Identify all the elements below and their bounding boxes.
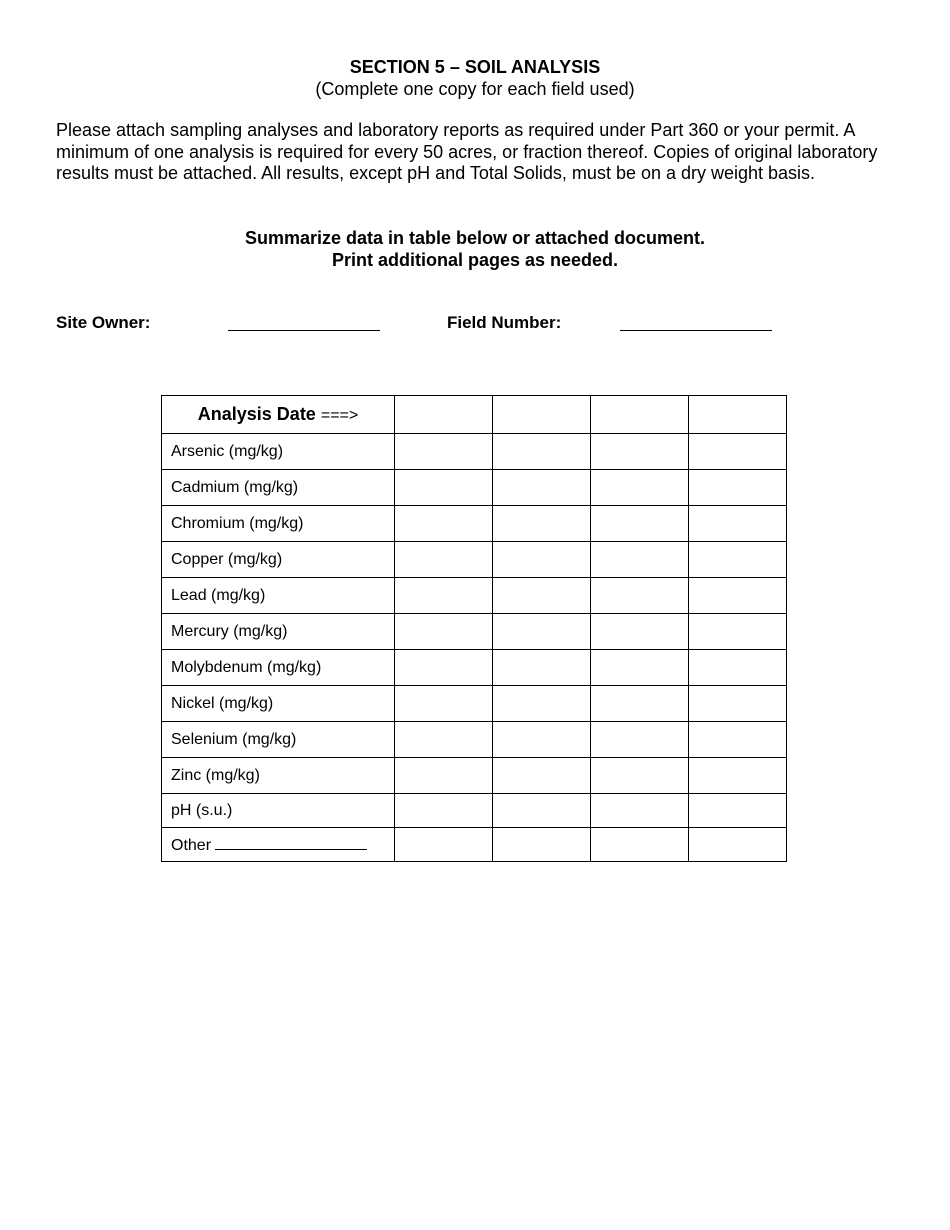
result-cell[interactable]: [395, 578, 493, 614]
result-cell[interactable]: [493, 650, 591, 686]
result-cell[interactable]: [689, 434, 787, 470]
table-row: [162, 614, 787, 650]
table-row: [162, 794, 787, 828]
table-row: [162, 650, 787, 686]
summary-line-2: Print additional pages as needed.: [331, 250, 619, 270]
parameter-label: Arsenic (mg/kg): [162, 434, 395, 470]
result-cell[interactable]: [591, 434, 689, 470]
result-cell[interactable]: [689, 828, 787, 862]
table-row: [162, 506, 787, 542]
result-cell[interactable]: [395, 794, 493, 828]
result-cell[interactable]: [591, 578, 689, 614]
result-cell[interactable]: [493, 542, 591, 578]
table-row: [162, 686, 787, 722]
result-cell[interactable]: [493, 686, 591, 722]
result-cell[interactable]: [493, 722, 591, 758]
table-row: [162, 758, 787, 794]
result-cell[interactable]: [395, 686, 493, 722]
section-subtitle: (Complete one copy for each field used): [315, 79, 635, 99]
result-cell[interactable]: [689, 614, 787, 650]
parameter-label: Molybdenum (mg/kg): [162, 650, 395, 686]
result-cell[interactable]: [395, 650, 493, 686]
parameter-label: Zinc (mg/kg): [162, 758, 395, 794]
analysis-date-header: [162, 396, 395, 434]
table-row: [162, 578, 787, 614]
result-cell[interactable]: [395, 758, 493, 794]
result-cell[interactable]: [689, 542, 787, 578]
soil-analysis-table: [161, 395, 787, 862]
parameter-label: Cadmium (mg/kg): [162, 470, 395, 506]
analysis-date-cell[interactable]: [493, 396, 591, 434]
analysis-date-cell[interactable]: [689, 396, 787, 434]
field-number-field[interactable]: [620, 330, 772, 331]
result-cell[interactable]: [591, 794, 689, 828]
result-cell[interactable]: [591, 722, 689, 758]
parameter-label: Copper (mg/kg): [162, 542, 395, 578]
result-cell[interactable]: [689, 686, 787, 722]
table-row: [162, 828, 787, 862]
result-cell[interactable]: [493, 794, 591, 828]
field-number-label: Field Number:: [447, 313, 562, 332]
result-cell[interactable]: [395, 722, 493, 758]
result-cell[interactable]: [395, 434, 493, 470]
result-cell[interactable]: [591, 470, 689, 506]
result-cell[interactable]: [689, 650, 787, 686]
instructions-paragraph: Please attach sampling analyses and laboratory reports as required under Part 360 or your permit. A minimum of one analysis is required for every 50 acres, or fraction thereof. Copies of original laboratory results must be attached. All results, except pH and Total Solids, must be on a dry weight basis.: [56, 120, 878, 183]
result-cell[interactable]: [591, 686, 689, 722]
result-cell[interactable]: [493, 470, 591, 506]
parameter-label: Selenium (mg/kg): [162, 722, 395, 758]
analysis-date-label: Analysis Date: [197, 404, 316, 424]
result-cell[interactable]: [591, 542, 689, 578]
parameter-label: Other: [171, 836, 212, 854]
result-cell[interactable]: [591, 828, 689, 862]
site-owner-label: Site Owner:: [56, 313, 151, 332]
result-cell[interactable]: [689, 578, 787, 614]
result-cell[interactable]: [493, 578, 591, 614]
result-cell[interactable]: [689, 506, 787, 542]
result-cell[interactable]: [689, 722, 787, 758]
analysis-date-arrow: ===>: [320, 407, 359, 424]
summary-instructions: [0, 227, 950, 271]
result-cell[interactable]: [591, 614, 689, 650]
result-cell[interactable]: [493, 758, 591, 794]
result-cell[interactable]: [689, 794, 787, 828]
parameter-label: Chromium (mg/kg): [162, 506, 395, 542]
result-cell[interactable]: [493, 434, 591, 470]
parameter-label: pH (s.u.): [162, 794, 395, 828]
result-cell[interactable]: [591, 758, 689, 794]
result-cell[interactable]: [395, 614, 493, 650]
summary-line-1: Summarize data in table below or attached document.: [244, 228, 706, 248]
other-parameter-cell: [162, 828, 395, 862]
parameter-label: Lead (mg/kg): [162, 578, 395, 614]
analysis-date-cell[interactable]: [591, 396, 689, 434]
table-row: [162, 542, 787, 578]
result-cell[interactable]: [689, 758, 787, 794]
result-cell[interactable]: [493, 614, 591, 650]
table-row: [162, 722, 787, 758]
other-parameter-field[interactable]: [215, 835, 367, 850]
table-row: [162, 470, 787, 506]
result-cell[interactable]: [395, 470, 493, 506]
site-owner-field[interactable]: [228, 330, 380, 331]
parameter-label: Nickel (mg/kg): [162, 686, 395, 722]
result-cell[interactable]: [395, 542, 493, 578]
result-cell[interactable]: [395, 506, 493, 542]
result-cell[interactable]: [493, 506, 591, 542]
analysis-date-cell[interactable]: [395, 396, 493, 434]
result-cell[interactable]: [591, 506, 689, 542]
table-row: [162, 434, 787, 470]
result-cell[interactable]: [493, 828, 591, 862]
table-header-row: [162, 396, 787, 434]
result-cell[interactable]: [591, 650, 689, 686]
result-cell[interactable]: [689, 470, 787, 506]
section-title: SECTION 5 – SOIL ANALYSIS: [349, 57, 601, 77]
parameter-label: Mercury (mg/kg): [162, 614, 395, 650]
result-cell[interactable]: [395, 828, 493, 862]
